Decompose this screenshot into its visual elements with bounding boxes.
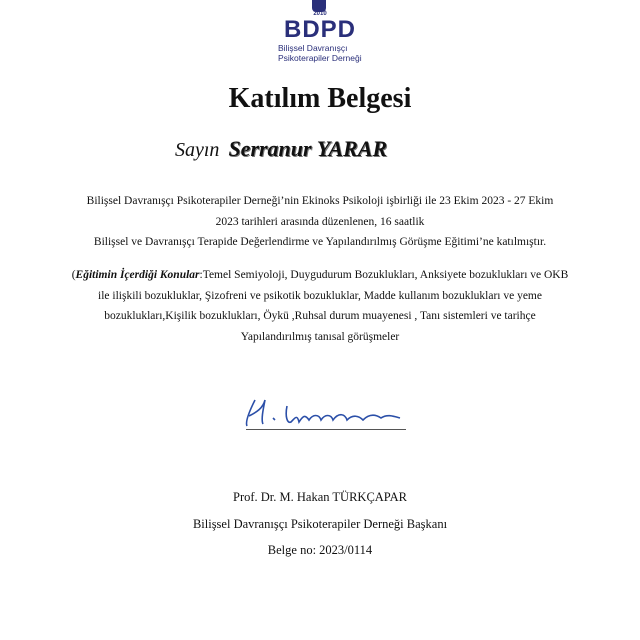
bdpd-logo	[270, 0, 370, 66]
logo-year: 2010	[313, 11, 327, 17]
certificate-title: Katılım Belgesi	[228, 83, 412, 114]
signature-line	[246, 429, 406, 430]
body-text	[70, 191, 570, 253]
salutation: Sayın	[175, 139, 220, 161]
signatory-name: Prof. Dr. M. Hakan TÜRKÇAPAR	[233, 490, 407, 504]
signature-image	[235, 392, 410, 434]
logo-line-1: Bilişsel Davranışçı	[278, 43, 348, 53]
body-line: Bilişsel Davranışçı Psikoterapiler Derneği’nin Ekinoks Psikoloji işbirliği ile 23 Ekim 2023 - 27 Ekim	[86, 195, 554, 207]
topics-list: :Temel Semiyoloji, Duygudurum Bozuklukları, Anksiyete bozuklukları ve OKB ile ilişkili bozukluklar, Şizofreni ve psikotik bozukluklar, Madde kullanım bozuklukları ve yeme bozuklukları,Kişilik bozuklukları, Öykü ,Ruhsal durum muayenesi , Tanı sistemleri ve tarihçe Yapılandırılmış tanısal görüşmeler	[98, 269, 569, 343]
topics-label: Eğitimin İçerdiği Konular	[75, 269, 200, 281]
topics-text	[70, 265, 570, 347]
document-number: Belge no: 2023/0114	[267, 543, 373, 557]
logo-abbr: BDPD	[283, 16, 356, 43]
logo-line-2: Psikoterapiler Derneği	[278, 53, 362, 63]
greeting	[175, 136, 387, 162]
recipient-name: Serranur YARAR	[228, 136, 388, 161]
body-line: 2023 tarihleri arasında düzenlenen, 16 saatlik	[215, 215, 425, 228]
signatory-role: Bilişsel Davranışçı Psikoterapiler Derneği Başkanı	[192, 517, 448, 531]
topics-open: (	[71, 269, 76, 281]
body-line: Bilişsel ve Davranışçı Terapide Değerlendirme ve Yapılandırılmış Görüşme Eğitimi’ne katılmıştır.	[93, 236, 547, 248]
